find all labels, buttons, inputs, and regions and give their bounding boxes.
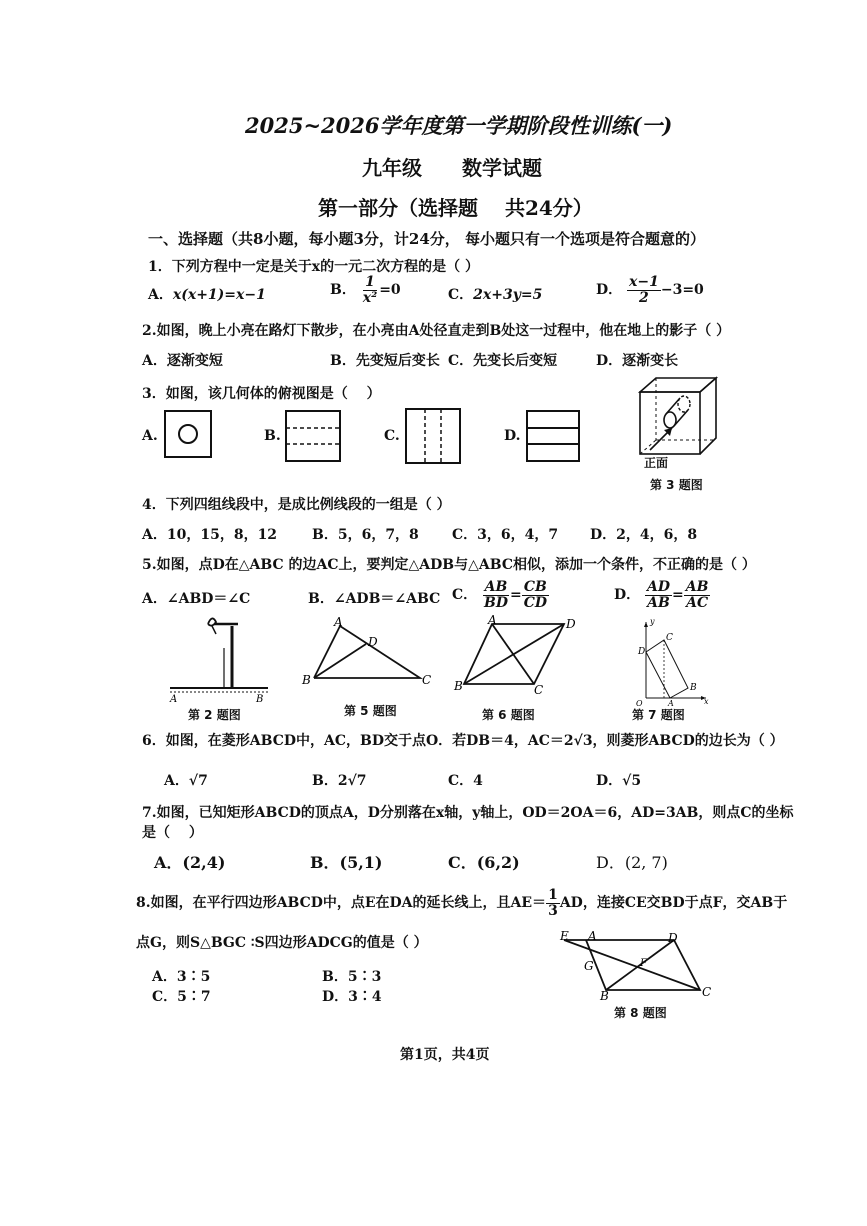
q8-option-a: A．3∶5 bbox=[152, 969, 211, 985]
q5-option-d: D． $\frac{AD}{AB}$ = $\frac{AB}{AC}$ bbox=[614, 579, 709, 611]
q7-stem: 7.如图，已知矩形ABCD的顶点A，D分别落在x轴，y轴上，OD＝2OA＝6，AD=3AB，则点C的坐标 bbox=[142, 805, 794, 821]
q1-option-a: A．x(x+1)=x−1 bbox=[148, 287, 266, 303]
fig7-label-a: A bbox=[668, 699, 674, 708]
fig5-label-d: D bbox=[368, 635, 378, 649]
q2-option-c: C．先变长后变短 bbox=[448, 353, 558, 369]
fig6-label-b: B bbox=[454, 679, 463, 693]
part-heading: 第一部分（选择题 共24分） bbox=[318, 196, 593, 220]
q8-option-c: C．5∶7 bbox=[152, 989, 211, 1005]
q1-option-d: D． $\frac{x-1}{2}$ −3=0 bbox=[596, 274, 704, 306]
fig7-label-y: y bbox=[650, 617, 655, 626]
q6-option-b: B．2√7 bbox=[312, 773, 367, 789]
q3-option-d-label: D. bbox=[504, 428, 521, 444]
q6-stem: 6．如图，在菱形ABCD中，AC，BD交于点O．若DB＝4，AC＝2√3，则菱形ABCD的边长为（ ） bbox=[142, 733, 784, 749]
q3-solid-figure bbox=[636, 376, 722, 458]
q8-stem: 8.如图，在平行四边形ABCD中，点E在DA的延长线上，且AE＝ $\frac{1}{3}$ AD，连接CE交BD于点F，交AB于 bbox=[136, 887, 788, 919]
fig5-label-a: A bbox=[334, 615, 343, 629]
q3-option-b-figure bbox=[285, 410, 341, 462]
q1-option-b: B． $\frac{1}{\text{x²}}$ =0 bbox=[330, 274, 401, 306]
fig7-label-c: C bbox=[666, 633, 673, 643]
fig5-label-c: C bbox=[422, 673, 432, 687]
fig2-label-a: A bbox=[170, 694, 178, 705]
fig2-streetlamp bbox=[164, 612, 274, 704]
fig8-label-g: G bbox=[584, 959, 594, 973]
fig6-label-c: C bbox=[534, 683, 544, 697]
q8-option-d: D．3∶4 bbox=[322, 989, 382, 1005]
q1-stem: 1．下列方程中一定是关于x的一元二次方程的是（ ） bbox=[148, 259, 479, 275]
q4-option-c: C．3，6，4，7 bbox=[452, 527, 559, 543]
fig8-label-e: E bbox=[560, 929, 569, 943]
fig8-parallelogram bbox=[556, 928, 716, 1002]
fig8-label-d: D bbox=[668, 931, 678, 945]
q3-option-a-label: A. bbox=[142, 428, 158, 444]
fig6-caption: 第 6 题图 bbox=[482, 708, 535, 722]
fig8-label-c: C bbox=[702, 985, 712, 999]
q2-stem: 2.如图，晚上小亮在路灯下散步，在小亮由A处径直走到B处这一过程中，他在地上的影子（ ） bbox=[142, 323, 731, 339]
fig7-coordinate-rectangle bbox=[630, 617, 710, 708]
fig7-label-b: B bbox=[690, 683, 697, 693]
fig7-label-d: D bbox=[638, 647, 646, 657]
fig6-label-d: D bbox=[566, 617, 576, 631]
fig7-label-x: x bbox=[704, 697, 709, 706]
q5-option-b: B．∠ADB＝∠ABC bbox=[308, 591, 441, 607]
q8-option-b: B．5∶3 bbox=[322, 969, 382, 985]
fig6-rhombus bbox=[452, 613, 582, 697]
q4-option-b: B．5，6，7，8 bbox=[312, 527, 419, 543]
q7-option-a: A．(2,4) bbox=[154, 853, 226, 872]
q3-option-c-figure bbox=[405, 408, 461, 464]
exam-subtitle: 九年级 数学试题 bbox=[362, 156, 542, 180]
q3-option-d-figure bbox=[526, 410, 580, 462]
fig8-caption: 第 8 题图 bbox=[614, 1006, 667, 1020]
fig2-caption: 第 2 题图 bbox=[188, 708, 241, 722]
q3-option-a-figure bbox=[164, 410, 212, 458]
q6-option-a: A．√7 bbox=[164, 773, 208, 789]
q5-stem: 5.如图，点D在△ABC 的边AC上，要判定△ADB与△ABC相似，添加一个条件，不正确的是（ ） bbox=[142, 557, 756, 573]
fig8-label-f: F bbox=[640, 958, 647, 969]
fig6-label-a: A bbox=[488, 613, 497, 627]
q3-stem: 3．如图，该几何体的俯视图是（ ） bbox=[142, 386, 381, 402]
q4-option-d: D．2，4，6，8 bbox=[590, 527, 698, 543]
q1-option-c: C．2x+3y=5 bbox=[448, 287, 543, 303]
fig7-caption: 第 7 题图 bbox=[632, 708, 685, 722]
q4-stem: 4．下列四组线段中，是成比例线段的一组是（ ） bbox=[142, 497, 451, 513]
q2-option-d: D．逐渐变长 bbox=[596, 353, 679, 369]
q2-option-b: B．先变短后变长 bbox=[330, 353, 440, 369]
section-heading: 一、选择题（共8小题，每小题3分，计24分， 每小题只有一个选项是符合题意的） bbox=[148, 230, 705, 248]
q2-option-a: A．逐渐变短 bbox=[142, 353, 223, 369]
q7-option-b: B．(5,1) bbox=[310, 853, 383, 872]
fig5-triangle bbox=[300, 616, 436, 688]
fig7-label-o: O bbox=[636, 699, 643, 708]
q3-caption: 第 3 题图 bbox=[650, 478, 703, 492]
fig8-label-b: B bbox=[600, 989, 609, 1003]
fig5-label-b: B bbox=[302, 673, 311, 687]
q6-option-d: D．√5 bbox=[596, 773, 642, 789]
q3-option-b-label: B. bbox=[264, 428, 281, 444]
page-footer: 第1页，共4页 bbox=[400, 1047, 490, 1063]
fig2-label-b: B bbox=[256, 694, 264, 705]
q4-option-a: A．10，15，8，12 bbox=[142, 527, 278, 543]
fig5-caption: 第 5 题图 bbox=[344, 704, 397, 718]
q5-option-a: A．∠ABD＝∠C bbox=[142, 591, 251, 607]
q3-front-label: 正面 bbox=[644, 456, 669, 470]
q7-option-c: C．(6,2) bbox=[448, 853, 520, 872]
q7-stem-continued: 是（ ） bbox=[142, 825, 203, 841]
q8-stem-continued: 点G，则S△BGC ∶S四边形ADCG的值是（ ） bbox=[136, 935, 428, 951]
exam-title: 2025~2026学年度第一学期阶段性训练(一) bbox=[245, 113, 673, 138]
fig8-label-a: A bbox=[588, 929, 597, 943]
q6-option-c: C．4 bbox=[448, 773, 483, 789]
q7-option-d: D．(2, 7) bbox=[596, 853, 668, 872]
q5-option-c: C． $\frac{AB}{BD}$ = $\frac{CB}{CD}$ bbox=[452, 579, 548, 611]
q3-option-c-label: C. bbox=[384, 428, 400, 444]
